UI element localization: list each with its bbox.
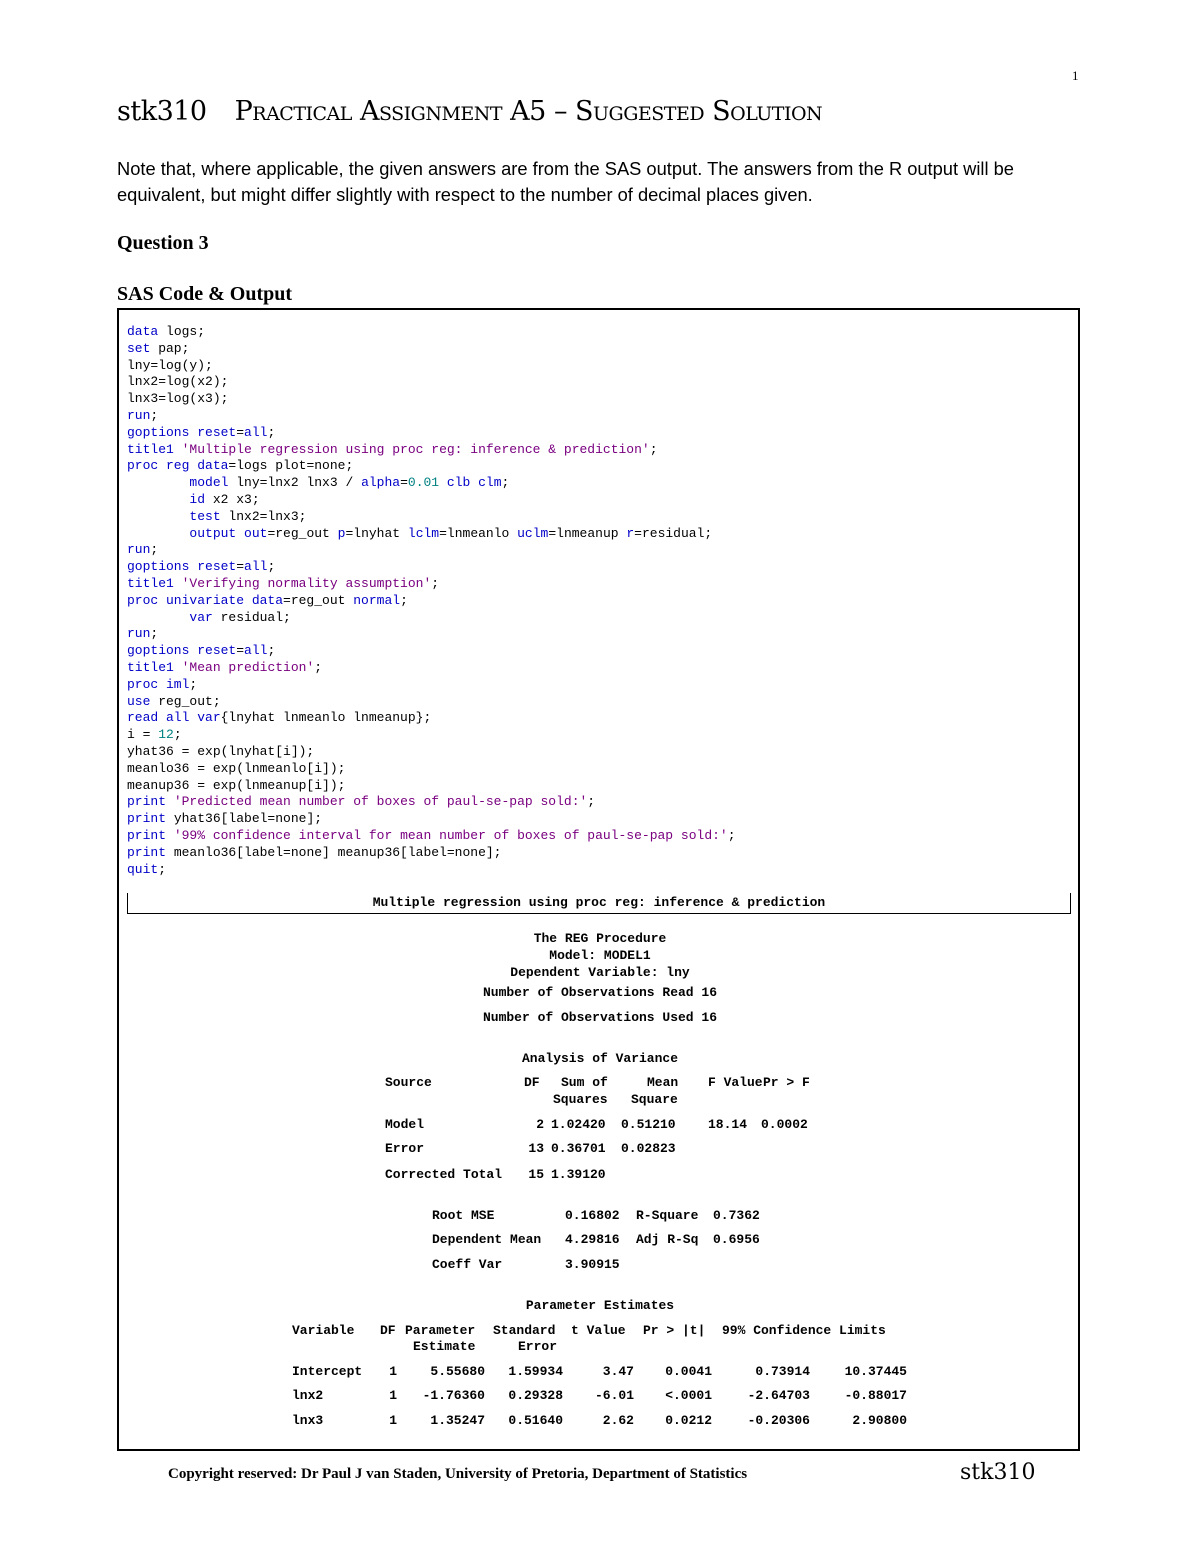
param-cell-se: 0.29328 [508, 1388, 563, 1403]
param-cell-se: 0.51640 [508, 1413, 563, 1428]
code-token: 'Predicted mean number of boxes of paul-se-pap sold:' [173, 794, 588, 810]
code-token: title1 [127, 659, 174, 675]
code-token: var [189, 609, 213, 625]
code-line [127, 660, 736, 677]
code-line [127, 677, 736, 694]
code-token: yhat36 = exp(lnyhat[i]); [127, 743, 315, 759]
code-token: alpha [361, 475, 401, 491]
code-line [127, 526, 736, 543]
code-line [127, 710, 736, 727]
param-cell-var: lnx3 [292, 1413, 324, 1428]
params-header-cl: 99% Confidence Limits [722, 1323, 886, 1338]
fit-value: 4.29816 [565, 1232, 620, 1247]
code-token [166, 794, 174, 809]
anova-header-ss-2: Squares [553, 1092, 608, 1107]
obs-read-label: Number of Observations Read 16 [482, 985, 718, 1000]
section-heading: SAS Code & Output [117, 283, 293, 305]
course-code: stk310 [117, 96, 207, 127]
code-token: meanup36 = exp(lnmeanup[i]); [127, 777, 346, 793]
obs-used-label: Number of Observations Used 16 [482, 1010, 718, 1025]
param-cell-hi: 2.90800 [852, 1413, 907, 1428]
param-cell-lo: -0.20306 [747, 1413, 810, 1428]
anova-ss: 1.02420 [551, 1117, 606, 1132]
code-token: goptions reset [127, 424, 237, 440]
anova-ss: 0.36701 [551, 1141, 606, 1156]
params-header-df: DF [380, 1323, 396, 1338]
code-line [127, 610, 736, 627]
output-title-bar: Multiple regression using proc reg: inference & prediction [127, 893, 1071, 914]
code-token: data [127, 324, 159, 339]
code-line [127, 542, 736, 559]
code-token: 12 [158, 727, 174, 743]
code-token: proc univariate data [127, 592, 284, 608]
fit-value: 3.90915 [565, 1257, 620, 1272]
params-header-se: Standard [493, 1323, 556, 1338]
code-line [127, 492, 736, 509]
anova-ms: 0.51210 [621, 1117, 676, 1132]
anova-header-ms-2: Square [631, 1092, 678, 1107]
code-token: read all var [127, 710, 221, 726]
code-token: title1 [127, 575, 174, 591]
footer-copyright: Copyright reserved: Dr Paul J van Staden, University of Pretoria, Department of Statistics [168, 1466, 748, 1482]
sas-code-block [127, 324, 736, 878]
code-token: lclm [407, 525, 440, 541]
code-token: lny=lnx2 lnx3 / [228, 475, 362, 491]
code-line [127, 509, 736, 526]
params-header-p: Pr > |t| [643, 1323, 706, 1338]
params-title: Parameter Estimates [525, 1298, 675, 1313]
param-cell-var: lnx2 [292, 1388, 324, 1403]
model-label: Model: MODEL1 [549, 948, 651, 963]
code-token: =lnmeanup [548, 525, 627, 541]
code-token: r [626, 525, 635, 541]
code-token: = [236, 559, 245, 575]
code-token: i = [127, 727, 159, 743]
params-header-variable: Variable [292, 1323, 355, 1338]
code-line [127, 778, 736, 795]
code-token: =none; [306, 458, 354, 474]
fit-label-2: R-Square [636, 1208, 699, 1223]
code-token: =residual; [634, 525, 713, 541]
code-line [127, 626, 736, 643]
code-token: = [400, 475, 408, 491]
page-title [117, 96, 822, 127]
code-token: print [127, 794, 167, 810]
param-cell-t: 2.62 [602, 1413, 634, 1428]
code-token: id [189, 491, 206, 507]
anova-header-p: Pr > F [763, 1075, 810, 1090]
param-cell-est: 5.55680 [430, 1364, 485, 1379]
code-token: ; [501, 475, 510, 491]
dependent-variable-label: Dependent Variable: lny [510, 965, 690, 980]
code-token [127, 526, 189, 541]
anova-header-df: DF [524, 1075, 540, 1090]
code-line [127, 358, 736, 375]
anova-p: 0.0002 [761, 1117, 808, 1132]
reg-procedure-label: The REG Procedure [533, 931, 667, 946]
code-token: meanlo36[label=none] meanup36[label=none]; [166, 844, 502, 860]
code-token: logs; [158, 324, 206, 339]
anova-header-ms: Mean [647, 1075, 679, 1090]
code-token: ; [150, 626, 159, 642]
code-token: quit [127, 861, 159, 877]
code-token: =lnyhat [345, 525, 408, 541]
code-token: lnx2=lnx3; [220, 508, 307, 524]
code-line [127, 458, 736, 475]
code-line [127, 828, 736, 845]
param-cell-t: 3.47 [602, 1364, 634, 1379]
param-cell-p: 0.0212 [665, 1413, 712, 1428]
code-token: proc reg data [127, 458, 229, 474]
code-token [439, 475, 447, 490]
param-cell-se: 1.59934 [508, 1364, 563, 1379]
code-line [127, 408, 736, 425]
code-line [127, 811, 736, 828]
page-number: 1 [1072, 68, 1079, 83]
code-line [127, 643, 736, 660]
code-token [127, 610, 189, 625]
code-token: print [127, 827, 167, 843]
code-token: x2 x3; [205, 491, 260, 507]
code-token: meanlo36 = exp(lnmeanlo[i]); [127, 760, 346, 776]
anova-header-source: Source [385, 1075, 432, 1090]
params-header-se-2: Error [518, 1339, 558, 1354]
code-token [127, 509, 189, 524]
param-cell-est: 1.35247 [430, 1413, 485, 1428]
code-token: proc iml [127, 676, 190, 692]
fit-value-2: 0.6956 [713, 1232, 760, 1247]
code-token: title1 [127, 441, 174, 457]
anova-df: 2 [536, 1117, 544, 1132]
code-line [127, 341, 736, 358]
anova-header-f: F Value [708, 1075, 763, 1090]
code-token: ; [150, 407, 159, 423]
code-token: model [189, 475, 229, 491]
code-token: ; [727, 827, 736, 843]
code-token: ; [649, 441, 658, 457]
code-token: 0.01 [407, 475, 440, 491]
code-line [127, 576, 736, 593]
code-token: pap; [150, 340, 190, 356]
param-cell-hi: -0.88017 [844, 1388, 907, 1403]
fit-value-2: 0.7362 [713, 1208, 760, 1223]
fit-label: Dependent Mean [432, 1232, 542, 1247]
code-token [174, 660, 182, 675]
code-token: =logs [228, 458, 276, 474]
code-token: 'Mean prediction' [181, 659, 315, 675]
code-token: run [127, 626, 151, 642]
params-header-estimate: Parameter [405, 1323, 476, 1338]
code-token: lny=log(y); [127, 357, 213, 373]
code-token: lnx2=log(x2); [127, 374, 229, 390]
code-token: ; [267, 559, 276, 575]
code-token: ; [189, 676, 198, 692]
fit-label-2: Adj R-Sq [636, 1232, 699, 1247]
code-token [166, 828, 174, 843]
assignment-title: Practical Assignment A5 – Suggested Solution [234, 96, 823, 127]
param-cell-t: -6.01 [594, 1388, 634, 1403]
code-line [127, 593, 736, 610]
code-line [127, 324, 736, 341]
anova-source: Corrected Total [385, 1167, 503, 1182]
code-token: set [127, 340, 151, 356]
param-cell-lo: -2.64703 [747, 1388, 810, 1403]
param-cell-df: 1 [389, 1364, 397, 1379]
code-token: normal [353, 592, 401, 608]
param-cell-lo: 0.73914 [755, 1364, 810, 1379]
code-line [127, 425, 736, 442]
code-token: test [189, 508, 221, 524]
code-token: reg_out; [150, 693, 221, 709]
code-line [127, 475, 736, 492]
code-token: ; [150, 542, 159, 558]
code-line [127, 845, 736, 862]
anova-f: 18.14 [708, 1117, 748, 1132]
code-token: run [127, 407, 151, 423]
question-heading: Question 3 [117, 232, 209, 254]
code-line [127, 442, 736, 459]
param-cell-var: Intercept [292, 1364, 363, 1379]
code-line [127, 794, 736, 811]
code-token: ; [587, 794, 596, 810]
fit-label: Root MSE [432, 1208, 495, 1223]
code-line [127, 559, 736, 576]
code-token: uclm [517, 525, 549, 541]
param-cell-p: <.0001 [665, 1388, 712, 1403]
code-token: ; [400, 592, 408, 608]
code-token: ; [267, 643, 276, 659]
code-token: yhat36[label=none]; [166, 811, 323, 827]
anova-df: 15 [528, 1167, 544, 1182]
code-token: ; [267, 424, 276, 440]
code-token: all [244, 424, 268, 440]
code-line [127, 761, 736, 778]
code-token: '99% confidence interval for mean number of boxes of paul-se-pap sold:' [173, 827, 728, 843]
code-token: ; [314, 659, 323, 675]
code-token: =lnmeanlo [439, 525, 518, 541]
code-token [127, 492, 189, 507]
fit-value: 0.16802 [565, 1208, 620, 1223]
code-token [174, 576, 182, 591]
anova-header-ss: Sum of [561, 1075, 608, 1090]
footer-course-code: stk310 [960, 1460, 1036, 1485]
code-token: 'Verifying normality assumption' [181, 575, 432, 591]
code-token: print [127, 811, 167, 827]
code-token [127, 475, 189, 490]
param-cell-p: 0.0041 [665, 1364, 712, 1379]
code-token: goptions reset [127, 643, 237, 659]
code-token [174, 442, 182, 457]
code-token: {lnyhat lnmeanlo lnmeanup}; [220, 710, 432, 726]
code-token: 'Multiple regression using proc reg: inference & prediction' [181, 441, 650, 457]
params-header-estimate-2: Estimate [413, 1339, 476, 1354]
code-token: ; [173, 727, 182, 743]
code-token: clb clm [446, 475, 502, 491]
code-token: ; [431, 575, 440, 591]
code-token: residual; [212, 609, 291, 625]
code-token: goptions reset [127, 559, 237, 575]
params-header-t: t Value [571, 1323, 626, 1338]
code-token: print [127, 844, 167, 860]
anova-ms: 0.02823 [621, 1141, 676, 1156]
code-token: all [244, 643, 268, 659]
code-token: plot [275, 458, 307, 474]
code-token: use [127, 693, 151, 709]
code-token: = [236, 424, 245, 440]
fit-label: Coeff Var [432, 1257, 503, 1272]
param-cell-hi: 10.37445 [844, 1364, 907, 1379]
intro-note: Note that, where applicable, the given answers are from the SAS output. The answers from the R output will be equivalent, but might differ slightly with respect to the number of decimal places given. [117, 158, 1014, 205]
code-line [127, 727, 736, 744]
code-token: p [337, 525, 346, 541]
code-line [127, 374, 736, 391]
code-line [127, 391, 736, 408]
code-token: =reg_out [267, 525, 338, 541]
param-cell-df: 1 [389, 1388, 397, 1403]
code-token: = [236, 643, 245, 659]
param-cell-est: -1.76360 [422, 1388, 485, 1403]
param-cell-df: 1 [389, 1413, 397, 1428]
anova-source: Model [385, 1117, 425, 1132]
anova-df: 13 [528, 1141, 544, 1156]
anova-ss: 1.39120 [551, 1167, 606, 1182]
code-token: =reg_out [283, 592, 354, 608]
code-line [127, 694, 736, 711]
code-token: output out [189, 525, 268, 541]
code-line [127, 862, 736, 879]
code-line [127, 744, 736, 761]
code-token: all [244, 559, 268, 575]
anova-source: Error [385, 1141, 425, 1156]
code-token: run [127, 542, 151, 558]
code-token: ; [158, 861, 167, 877]
code-token: lnx3=log(x3); [127, 391, 229, 407]
anova-title: Analysis of Variance [521, 1051, 679, 1066]
